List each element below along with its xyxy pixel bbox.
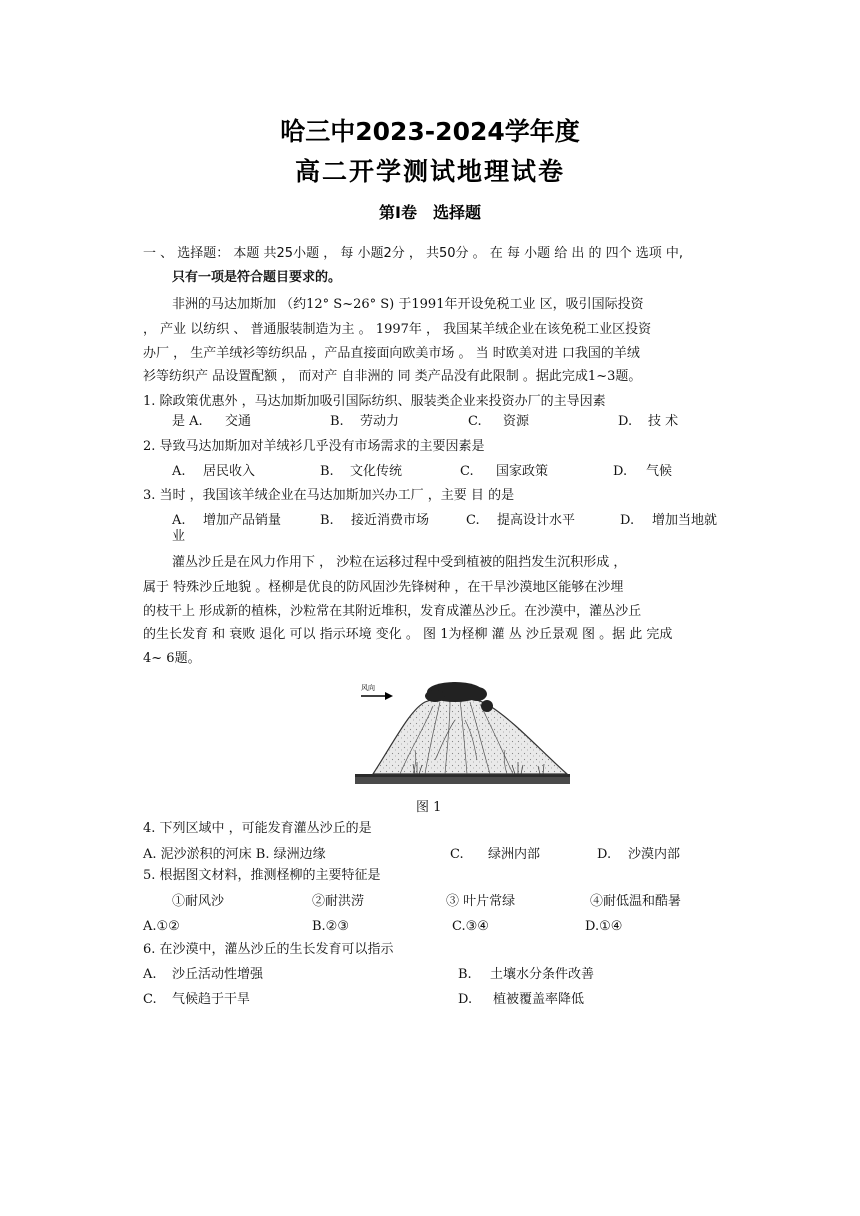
wind-direction-label: 风向	[361, 684, 375, 692]
passage2-line: 4~ 6题。	[143, 651, 201, 666]
question-2-option-c-letter: C.	[460, 464, 474, 479]
question-4-options-ab: A. 泥沙淤积的河床 B. 绿洲边缘	[143, 847, 326, 862]
question-3-option-b-letter: B.	[320, 513, 334, 528]
question-5-option-b: B.②③	[312, 919, 349, 934]
question-5-item-4: ④耐低温和酷暑	[590, 894, 682, 909]
question-4-option-c: 绿洲内部	[488, 847, 541, 862]
question-2-option-a: 居民收入	[203, 464, 256, 479]
question-6-option-a: 沙丘活动性增强	[172, 967, 264, 982]
question-5-item-2: ②耐洪涝	[312, 894, 365, 909]
question-3-option-b: 接近消费市场	[351, 513, 430, 528]
question-2-option-c: 国家政策	[496, 464, 549, 479]
question-4-stem: 4. 下列区域中 ，可能发育灌丛沙丘的是	[143, 821, 372, 836]
question-3-option-d-wrap: 业	[172, 529, 186, 544]
question-2-stem: 2. 导致马达加斯加对羊绒衫几乎没有市场需求的主要因素是	[143, 439, 485, 454]
question-4-option-c-letter: C.	[450, 847, 464, 862]
question-5-option-d: D.①④	[585, 919, 623, 934]
question-3-option-d-letter: D.	[620, 513, 635, 528]
question-1-lead: 是 A.	[172, 414, 203, 429]
question-3-option-d: 增加当地就	[652, 513, 718, 528]
question-6-option-d-letter: D.	[458, 992, 473, 1007]
exam-subtitle: 高二开学测试地理试卷	[294, 157, 565, 186]
exam-title: 哈三中2023-2024学年度	[280, 117, 580, 146]
passage2-line: 的生长发育 和 衰败 退化 可以 指示环境 变化 。 图 1为柽柳 灌 丛 沙丘景观 图 。据 此 完成	[143, 627, 673, 642]
question-6-stem: 6. 在沙漠中，灌丛沙丘的生长发育可以指示	[143, 942, 394, 957]
question-6-option-b: 土壤水分条件改善	[490, 967, 595, 982]
question-2-option-a-letter: A.	[172, 464, 186, 479]
question-1-option-c-letter: C.	[468, 414, 482, 429]
question-4-option-d: 沙漠内部	[628, 847, 681, 862]
tamarisk-dune-figure	[355, 680, 570, 790]
passage1-line: 非洲的马达加斯加 （约12° S~26° S) 于1991年开设免税工业 区，吸引国际投资	[172, 297, 644, 312]
question-5-item-1: ①耐风沙	[172, 894, 225, 909]
question-6-option-b-letter: B.	[458, 967, 472, 982]
passage1-line: 办厂 ， 生产羊绒衫等纺织品 ，产品直接面向欧美市场 。 当 时欧美对进 口我国的羊绒	[143, 346, 640, 361]
question-5-stem: 5. 根据图文材料，推测柽柳的主要特征是	[143, 868, 381, 883]
question-1-option-b-letter: B.	[330, 414, 344, 429]
question-4-option-d-letter: D.	[597, 847, 612, 862]
question-1-option-a: 交通	[225, 414, 252, 429]
question-3-option-c-letter: C.	[466, 513, 480, 528]
question-3-stem: 3. 当时 ，我国该羊绒企业在马达加斯加兴办工厂 ，主要 目 的是	[143, 488, 515, 503]
question-1-option-d: 技 术	[648, 414, 679, 429]
question-2-option-d: 气候	[646, 464, 673, 479]
passage2-line: 属于 特殊沙丘地貌 。柽柳是优良的防风固沙先锋树种 ，在干旱沙漠地区能够在沙埋	[143, 580, 624, 595]
question-2-option-d-letter: D.	[613, 464, 628, 479]
question-3-option-a-letter: A.	[172, 513, 186, 528]
question-5-option-c: C.③④	[452, 919, 489, 934]
question-1-stem: 1. 除政策优惠外 ，马达加斯加吸引国际纺织、服装类企业来投资办厂的主导因素	[143, 394, 606, 409]
question-3-option-a: 增加产品销量	[203, 513, 282, 528]
question-1-option-b: 劳动力	[360, 414, 400, 429]
question-2-option-b-letter: B.	[320, 464, 334, 479]
question-1-option-d-letter: D.	[618, 414, 633, 429]
question-1-option-c: 资源	[503, 414, 530, 429]
question-6-option-c-letter: C.	[143, 992, 157, 1007]
question-5-option-a: A.①②	[143, 919, 180, 934]
passage2-line: 灌丛沙丘是在风力作用下 ， 沙粒在运移过程中受到植被的阻挡发生沉积形成 ，	[172, 555, 627, 570]
question-6-option-d: 植被覆盖率降低	[493, 992, 585, 1007]
figure-caption: 图 1	[416, 800, 442, 815]
question-6-option-a-letter: A.	[143, 967, 157, 982]
question-5-item-3: ③ 叶片常绿	[446, 894, 516, 909]
volume-heading: 第I卷 选择题	[379, 203, 481, 222]
passage1-line: 衫等纺织产 品设置配额 ， 而对产 自非洲的 同 类产品没有此限制 。据此完成1~3题。	[143, 369, 642, 384]
question-2-option-b: 文化传统	[350, 464, 403, 479]
question-6-option-c: 气候趋于干旱	[172, 992, 251, 1007]
section-instruction: 只有一项是符合题目要求的。	[172, 270, 342, 285]
passage2-line: 的枝干上 形成新的植株，沙粒常在其附近堆积，发育成灌丛沙丘。在沙漠中，灌丛沙丘	[143, 604, 642, 619]
question-3-option-c: 提高设计水平	[497, 513, 576, 528]
section-heading: 一 、 选择题： 本题 共25小题 ， 每 小题2分 ， 共50分 。 在 每 小题 给 出 的 四个 选项 中,	[143, 246, 684, 261]
passage1-line: ， 产业 以纺织 、 普通服装制造为主 。 1997年 ， 我国某羊绒企业在该免税工业区投资	[143, 322, 652, 337]
